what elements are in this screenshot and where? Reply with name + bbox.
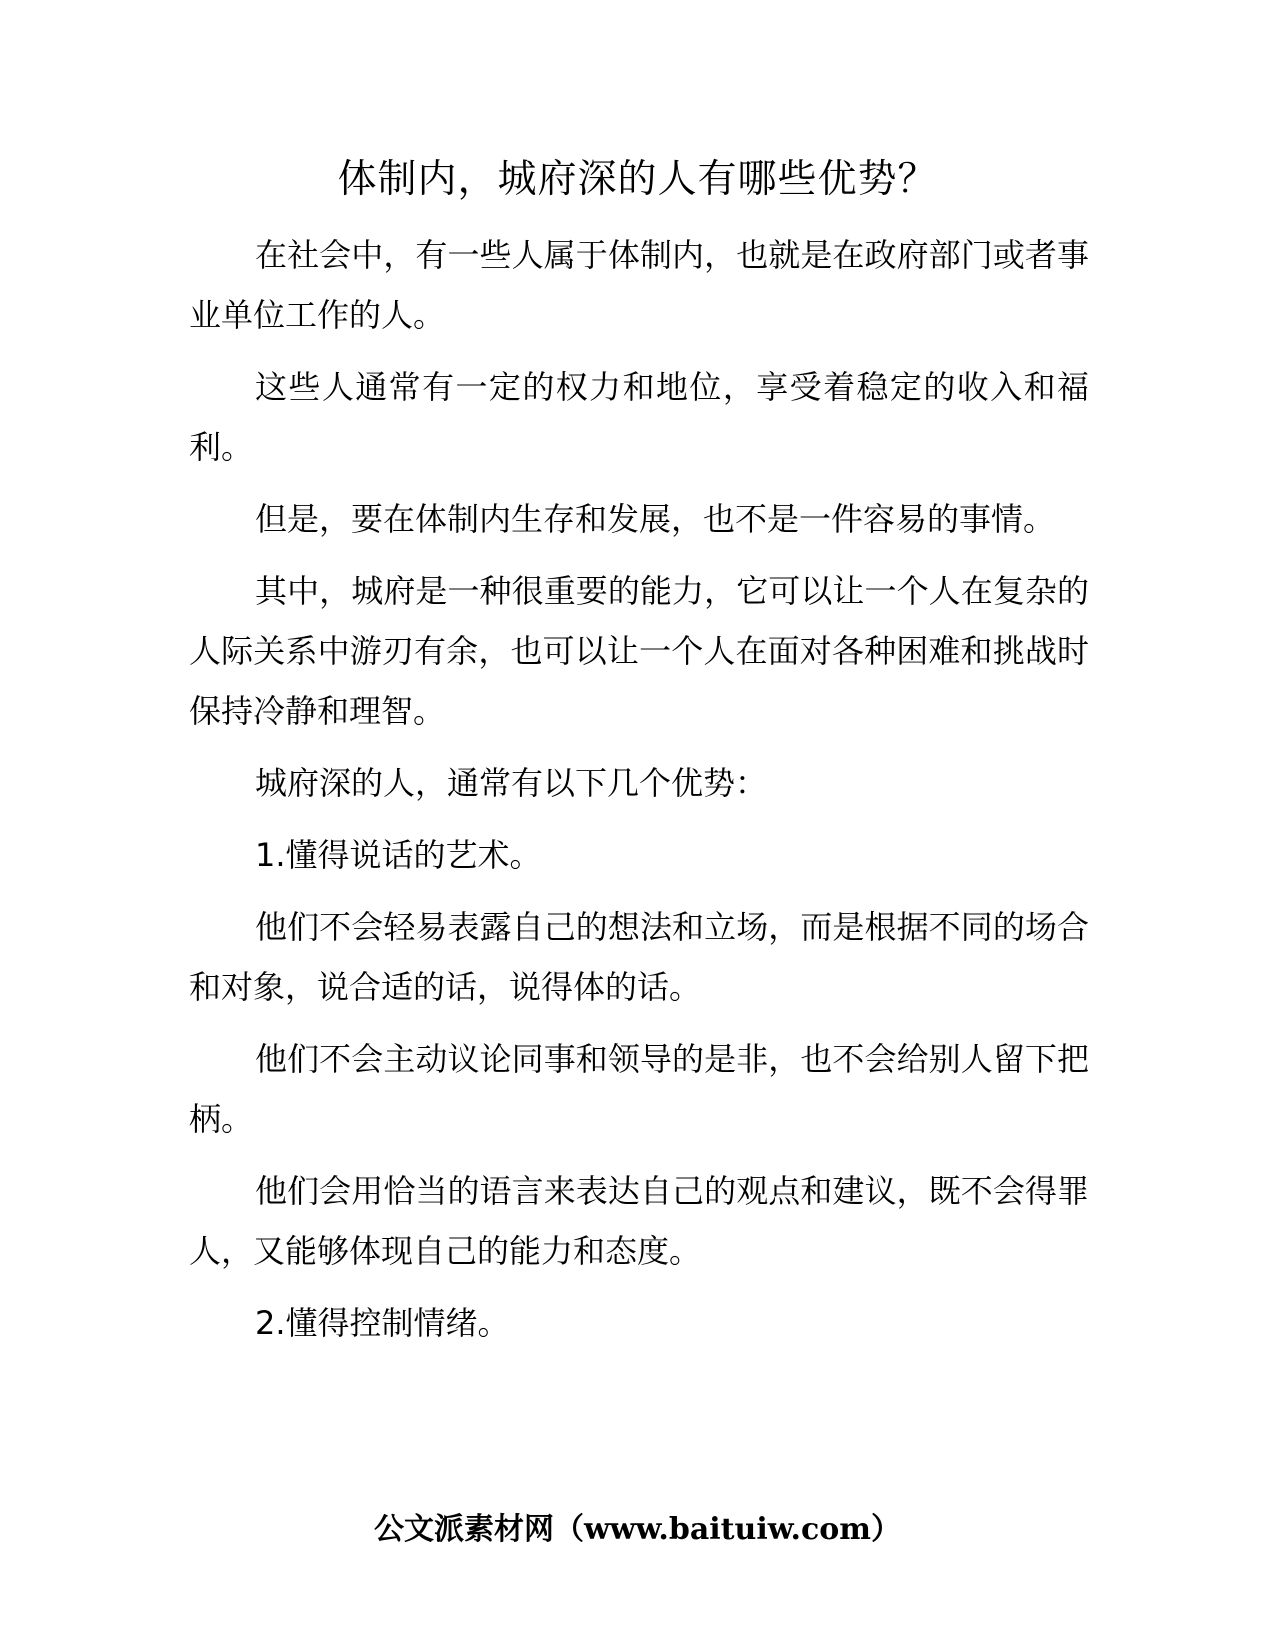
paragraph: 他们不会轻易表露自己的想法和立场，而是根据不同的场合和对象，说合适的话，说得体的话。	[189, 908, 1089, 1006]
paragraph: 其中，城府是一种很重要的能力，它可以让一个人在复杂的人际关系中游刃有余，也可以让一个人在面对各种困难和挑战时保持冷静和理智。	[189, 572, 1089, 730]
paragraph: 这些人通常有一定的权力和地位，享受着稳定的收入和福利。	[189, 368, 1089, 466]
list-heading-1: 1.懂得说话的艺术。	[255, 836, 542, 874]
document-title: 体制内，城府深的人有哪些优势？	[337, 157, 938, 202]
paragraph: 城府深的人，通常有以下几个优势：	[255, 764, 768, 802]
paragraph: 在社会中，有一些人属于体制内，也就是在政府部门或者事业单位工作的人。	[189, 236, 1089, 334]
list-heading-2: 2.懂得控制情绪。	[255, 1304, 510, 1342]
footer-source: 公文派素材网（www.baituiw.com）	[373, 1512, 902, 1547]
paragraph: 他们不会主动议论同事和领导的是非，也不会给别人留下把柄。	[189, 1040, 1089, 1138]
paragraph: 他们会用恰当的语言来表达自己的观点和建议，既不会得罪人，又能够体现自己的能力和态度。	[189, 1172, 1089, 1270]
document-body	[189, 225, 1089, 1365]
paragraph: 但是，要在体制内生存和发展，也不是一件容易的事情。	[255, 500, 1056, 538]
